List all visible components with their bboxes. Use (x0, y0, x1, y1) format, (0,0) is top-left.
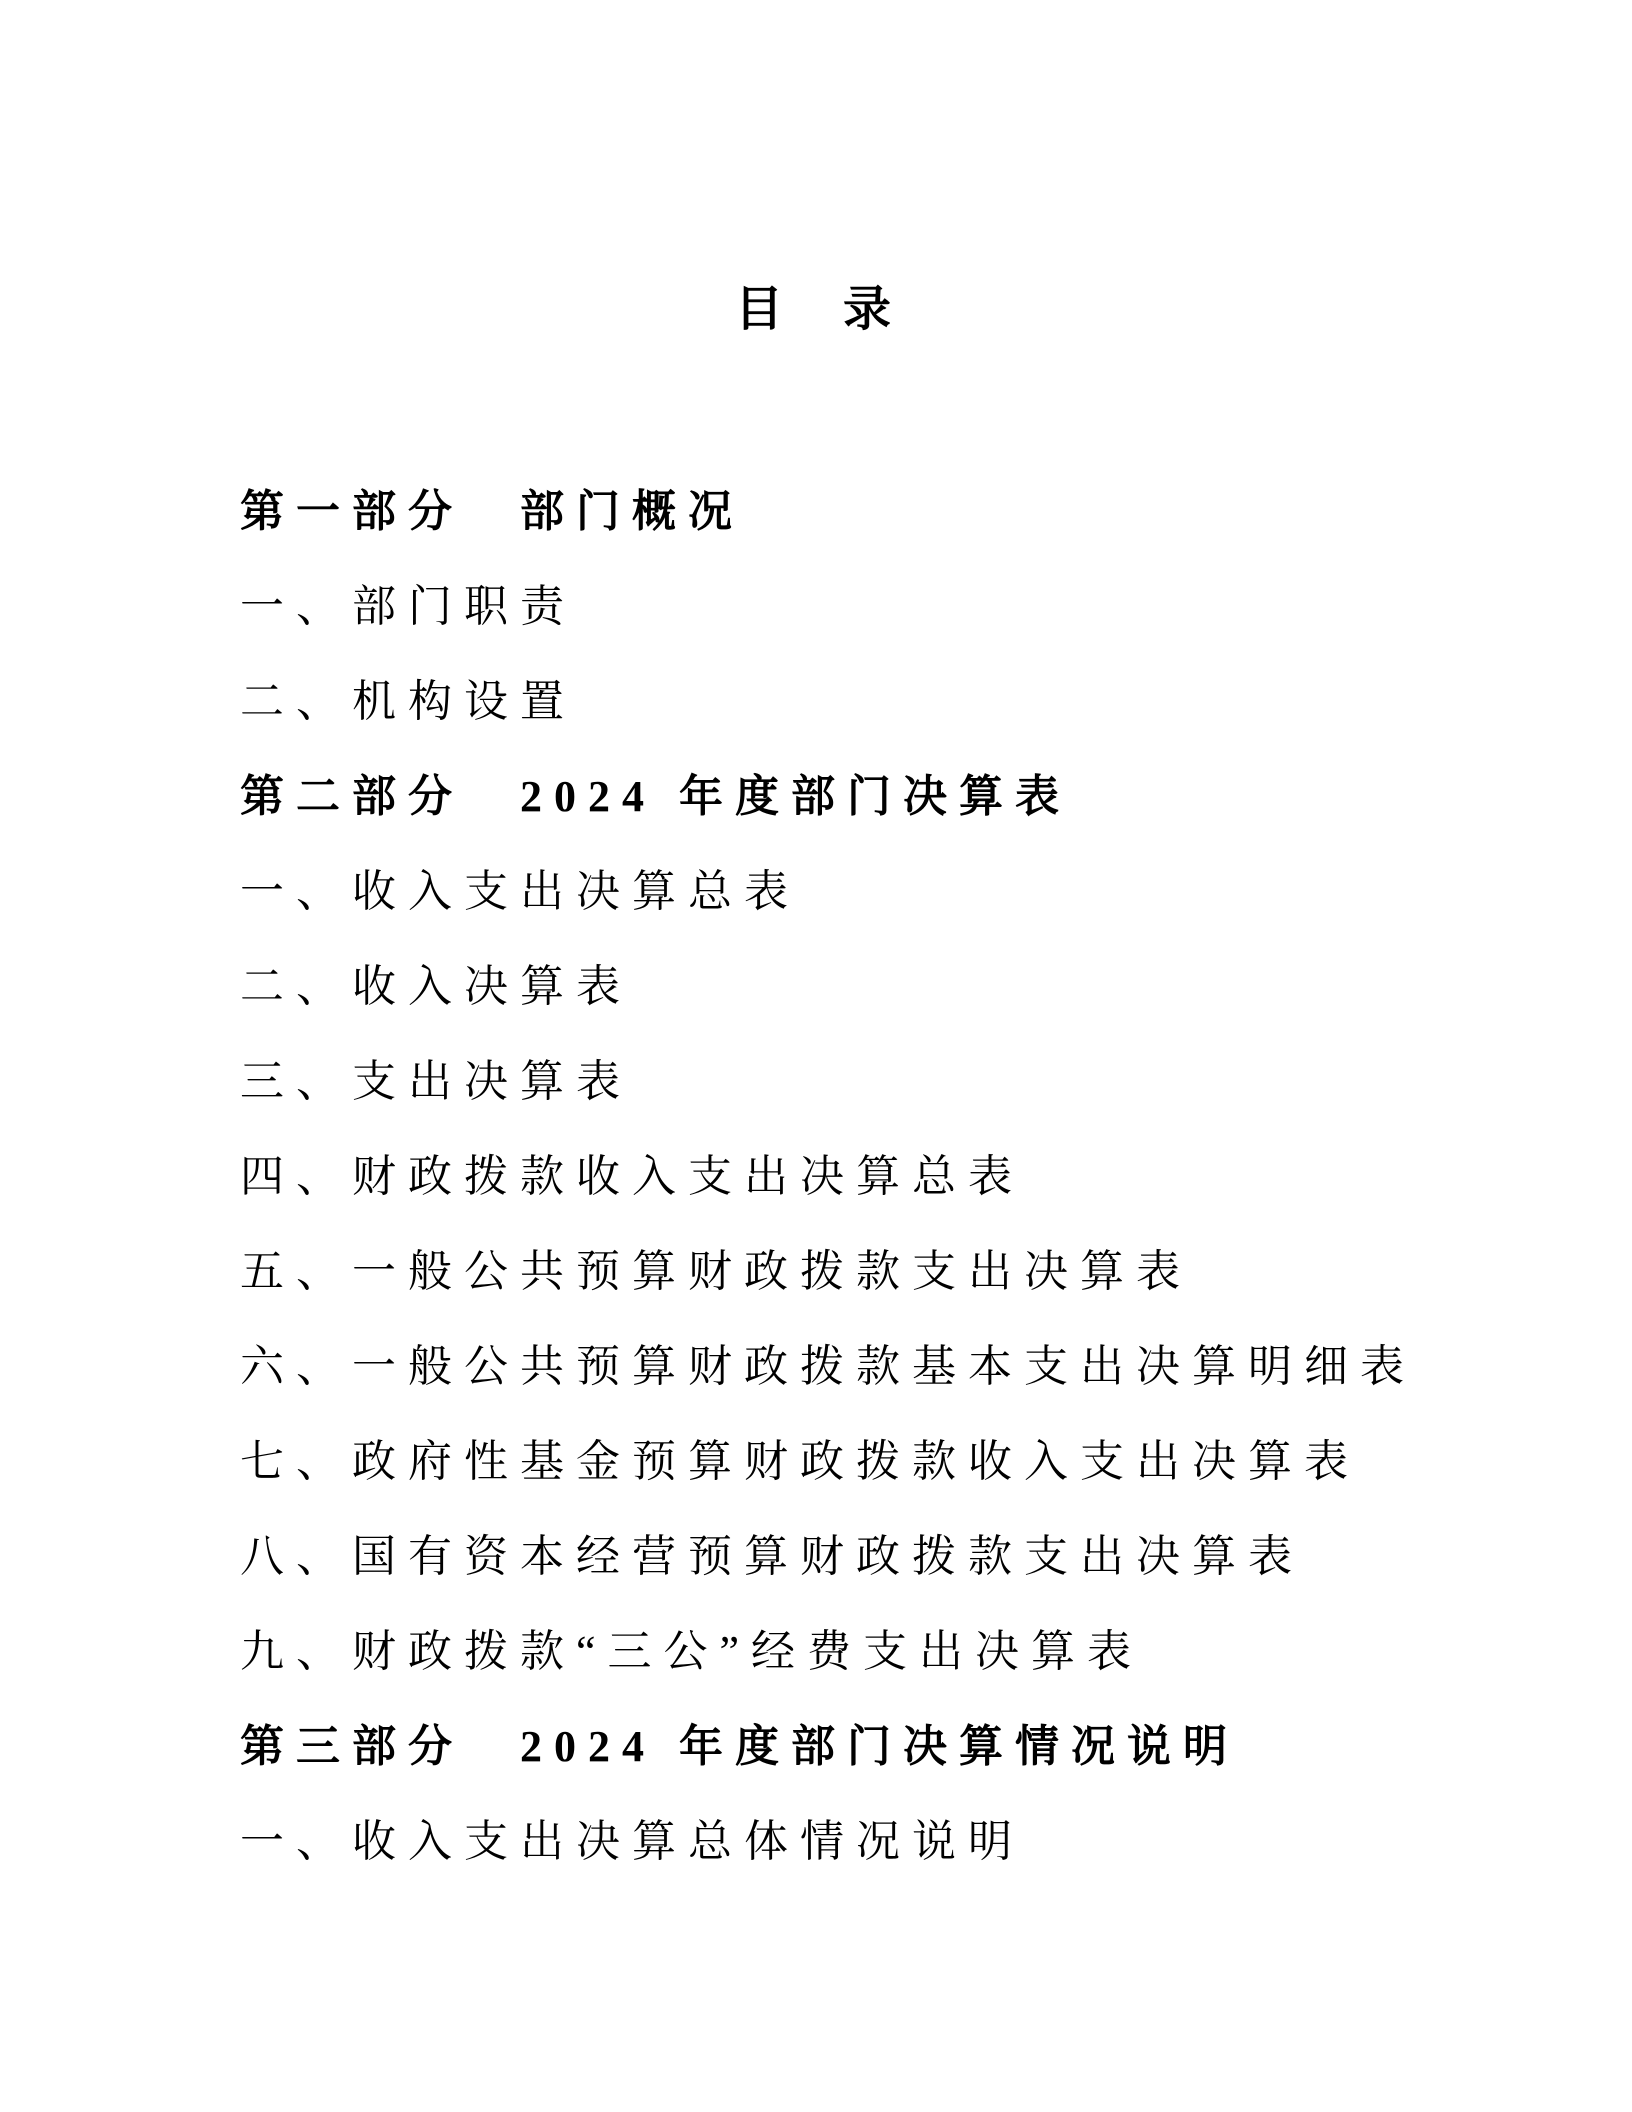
toc-entry: 五、一般公共预算财政拨款支出决算表 (240, 1247, 1192, 1296)
toc-heading-part-1: 第一部分 部门概况 (240, 487, 744, 536)
toc-entry: 三、支出决算表 (240, 1057, 632, 1106)
toc-entry: 一、收入支出决算总体情况说明 (240, 1817, 1024, 1866)
toc-heading-part-3: 第三部分 2024 年度部门决算情况说明 (240, 1722, 1239, 1771)
toc-entry: 二、收入决算表 (240, 962, 632, 1011)
toc-entry: 七、政府性基金预算财政拨款收入支出决算表 (240, 1437, 1360, 1486)
toc-entry: 九、财政拨款“三公”经费支出决算表 (240, 1627, 1144, 1676)
toc-entry: 四、财政拨款收入支出决算总表 (240, 1152, 1024, 1201)
toc-heading-part-2: 第二部分 2024 年度部门决算表 (240, 772, 1071, 821)
page-title: 目 录 (734, 283, 897, 336)
toc-entry: 一、部门职责 (240, 582, 576, 631)
toc-entry: 八、国有资本经营预算财政拨款支出决算表 (240, 1532, 1304, 1581)
toc-entry: 六、一般公共预算财政拨款基本支出决算明细表 (240, 1342, 1416, 1391)
toc-entry: 二、机构设置 (240, 677, 576, 726)
table-of-contents (0, 464, 1632, 1889)
toc-entry: 一、收入支出决算总表 (240, 867, 800, 916)
